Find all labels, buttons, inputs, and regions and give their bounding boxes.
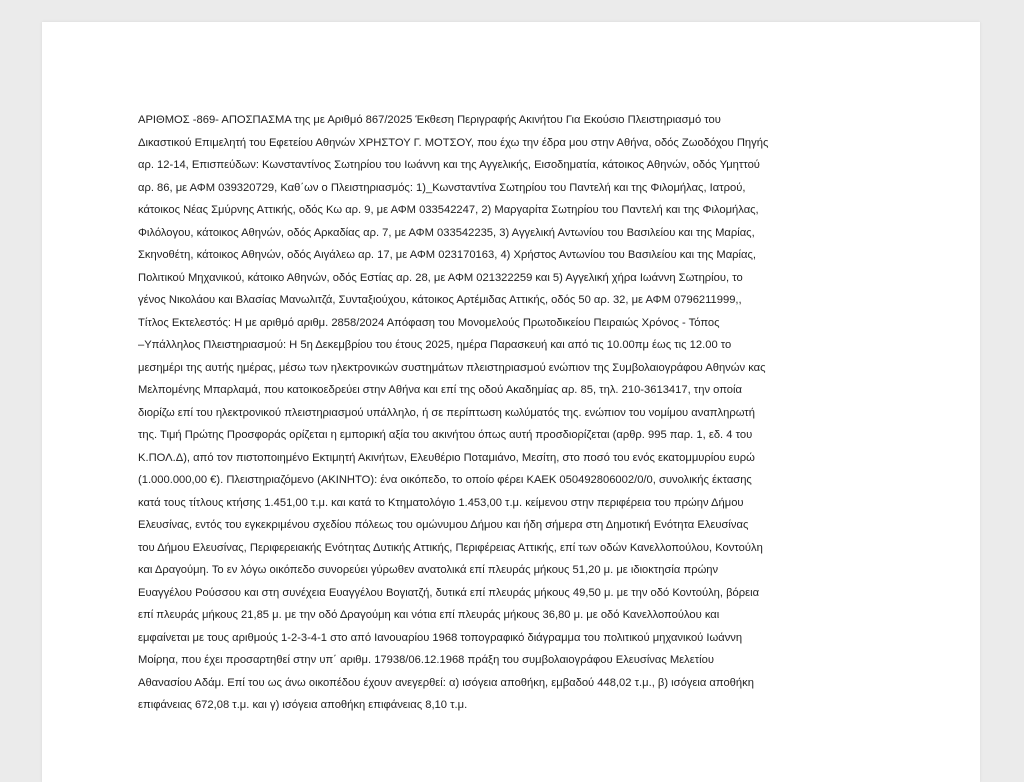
document-text-line: επιφάνειας 672,08 τ.μ. και γ) ισόγεια αποθήκη επιφάνειας 8,10 τ.μ. bbox=[138, 699, 468, 711]
document-text-line: Πολιτικού Μηχανικού, κάτοικο Αθηνών, οδός Εστίας αρ. 28, με ΑΦΜ 021322259 και 5) Αγγελική χήρα Ιωάννη Σωτηρίου, το bbox=[138, 271, 743, 284]
document-text-line: Μελπομένης Μπαρλαμά, που κατοικοεδρεύει στην Αθήνα και επί της οδού Ακαδημίας αρ. 85, τηλ. 210-3613417, την οποία bbox=[138, 384, 742, 396]
document-text-line: της. Τιμή Πρώτης Προσφοράς ορίζεται η εμπορική αξία του ακινήτου όπως αυτή προσδιορίζεται (αρθρ. 995 παρ. 1, εδ. 4 του bbox=[138, 429, 753, 441]
document-text-line: Ελευσίνας, εντός του εγκεκριμένου σχεδίου πόλεως του ομώνυμου Δήμου και ήδη σήμερα στη Δημοτική Ενότητα Ελευσίνας bbox=[138, 519, 749, 531]
document-text-line: Τίτλος Εκτελεστός: Η με αριθμό αριθμ. 2858/2024 Απόφαση του Μονομελούς Πρωτοδικείου Πειραιώς Χρόνος - Τόπος bbox=[138, 316, 720, 329]
document-text-line: ΑΡΙΘΜΟΣ -869- ΑΠΟΣΠΑΣΜΑ της με Αριθμό 867/2025 Έκθεση Περιγραφής Ακινήτου Για Εκούσιο Πλειστηριασμό του bbox=[138, 114, 721, 126]
document-text-line: Μοίρηα, που έχει προσαρτηθεί στην υπ΄ αριθμ. 17938/06.12.1968 πράξη του συμβολαιογράφου Ελευσίνας Μελετίου bbox=[138, 654, 714, 666]
document-text-line: Φιλόλογου, κάτοικος Αθηνών, οδός Αρκαδίας αρ. 7, με ΑΦΜ 033542235, 3) Αγγελική Αντωνίου του Βασιλείου και της Μαρίας, bbox=[138, 226, 755, 239]
document-text-line: κατά τους τίτλους κτήσης 1.451,00 τ.μ. και κατά το Κτηματολόγιο 1.453,00 τ.μ. κείμενου στην περιφέρεια του πρώην Δήμου bbox=[138, 496, 744, 509]
document-text-line: αρ. 86, με ΑΦΜ 039320729, Καθ΄ων ο Πλειστηριασμός: 1)_Κωνσταντίνα Σωτηρίου του Παντελή και της Φιλομήλας, Ιατρού, bbox=[138, 181, 746, 194]
document-text-line: Δικαστικού Επιμελητή του Εφετείου Αθηνών ΧΡΗΣΤΟΥ Γ. ΜΟΤΣΟΥ, που έχω την έδρα μου στην Αθήνα, οδός Ζωοδόχου Πηγής bbox=[138, 136, 769, 149]
document-text-line: (1.000.000,00 €). Πλειστηριαζόμενο (ΑΚΙΝΗΤΟ): ένα οικόπεδο, το οποίο φέρει ΚΑΕΚ 050492806002/0/0, συνολικής έκτασης bbox=[138, 474, 752, 486]
document-text-line: Αθανασίου Αδάμ. Επί του ως άνω οικοπέδου έχουν ανεγερθεί: α) ισόγεια αποθήκη, εμβαδού 448,02 τ.μ., β) ισόγεια αποθήκη bbox=[138, 676, 754, 689]
document-text-line: εμφαίνεται με τους αριθμούς 1-2-3-4-1 στο από Ιανουαρίου 1968 τοπογραφικό διάγραμμα του πολιτικού μηχανικού Ιωάννη bbox=[138, 631, 743, 644]
document-text-line: Σκηνοθέτη, κάτοικος Αθηνών, οδός Αιγάλεω αρ. 17, με ΑΦΜ 023170163, 4) Χρήστος Αντωνίου του Βασιλείου και της Μαρίας, bbox=[138, 249, 756, 261]
document-text-line: επί πλευράς μήκους 21,85 μ. με την οδό Δραγούμη και νότια επί πλευράς μήκους 36,80 μ. με οδό Κανελλοπούλου και bbox=[138, 609, 720, 621]
document-page bbox=[42, 22, 980, 782]
document-text-line: γένος Νικολάου και Βλασίας Μανωλιτζά, Συνταξιούχου, κάτοικος Αρτέμιδας Αττικής, οδός 50 αρ. 32, με ΑΦΜ 0796211999,, bbox=[138, 294, 742, 306]
document-text-line: διορίζω επί του ηλεκτρονικού πλειστηριασμού υπάλληλο, ή σε περίπτωση κωλύματός της. ενώπιον του νομίμου αναπληρωτή bbox=[138, 406, 755, 419]
document-body bbox=[138, 109, 968, 717]
document-text-line: Ευαγγέλου Ρούσσου και στη συνέχεια Ευαγγέλου Βογιατζή, δυτικά επί πλευράς μήκους 49,50 μ. με την οδό Κοντούλη, βόρεια bbox=[138, 586, 760, 599]
document-text-line: αρ. 12-14, Επισπεύδων: Κωνσταντίνος Σωτηρίου του Ιωάννη και της Αγγελικής, Εισοδηματία, κάτοικος Αθηνών, οδός Υμηττού bbox=[138, 159, 760, 171]
document-text-line: του Δήμου Ελευσίνας, Περιφερειακής Ενότητας Δυτικής Αττικής, Περιφέρειας Αττικής, επί των οδών Κανελλοπούλου, Κοντούλη bbox=[138, 541, 763, 554]
document-text-line: μεσημέρι της αυτής ημέρας, μέσω των ηλεκτρονικών συστημάτων πλειστηριασμού ενώπιον της Συμβολαιογράφου Αθηνών κας bbox=[138, 361, 766, 374]
document-text-line: κάτοικος Νέας Σμύρνης Αττικής, οδός Κω αρ. 9, με ΑΦΜ 033542247, 2) Μαργαρίτα Σωτηρίου του Παντελή και της Φιλομήλας, bbox=[138, 204, 759, 216]
document-text-line: –Υπάλληλος Πλειστηριασμού: Η 5η Δεκεμβρίου του έτους 2025, ημέρα Παρασκευή και από τις 10.00πμ έως τις 12.00 το bbox=[138, 339, 732, 351]
document-text-line: Κ.ΠΟΛ.Δ), από τον πιστοποιημένο Εκτιμητή Ακινήτων, Ελευθέριο Ποταμιάνο, Μεσίτη, στο ποσό του ενός εκατομμυρίου ευρώ bbox=[138, 451, 755, 464]
document-text-line: και Δραγούμη. Το εν λόγω οικόπεδο συνορεύει γύρωθεν ανατολικά επί πλευράς μήκους 51,20 μ. με ιδιοκτησία πρώην bbox=[138, 564, 719, 576]
